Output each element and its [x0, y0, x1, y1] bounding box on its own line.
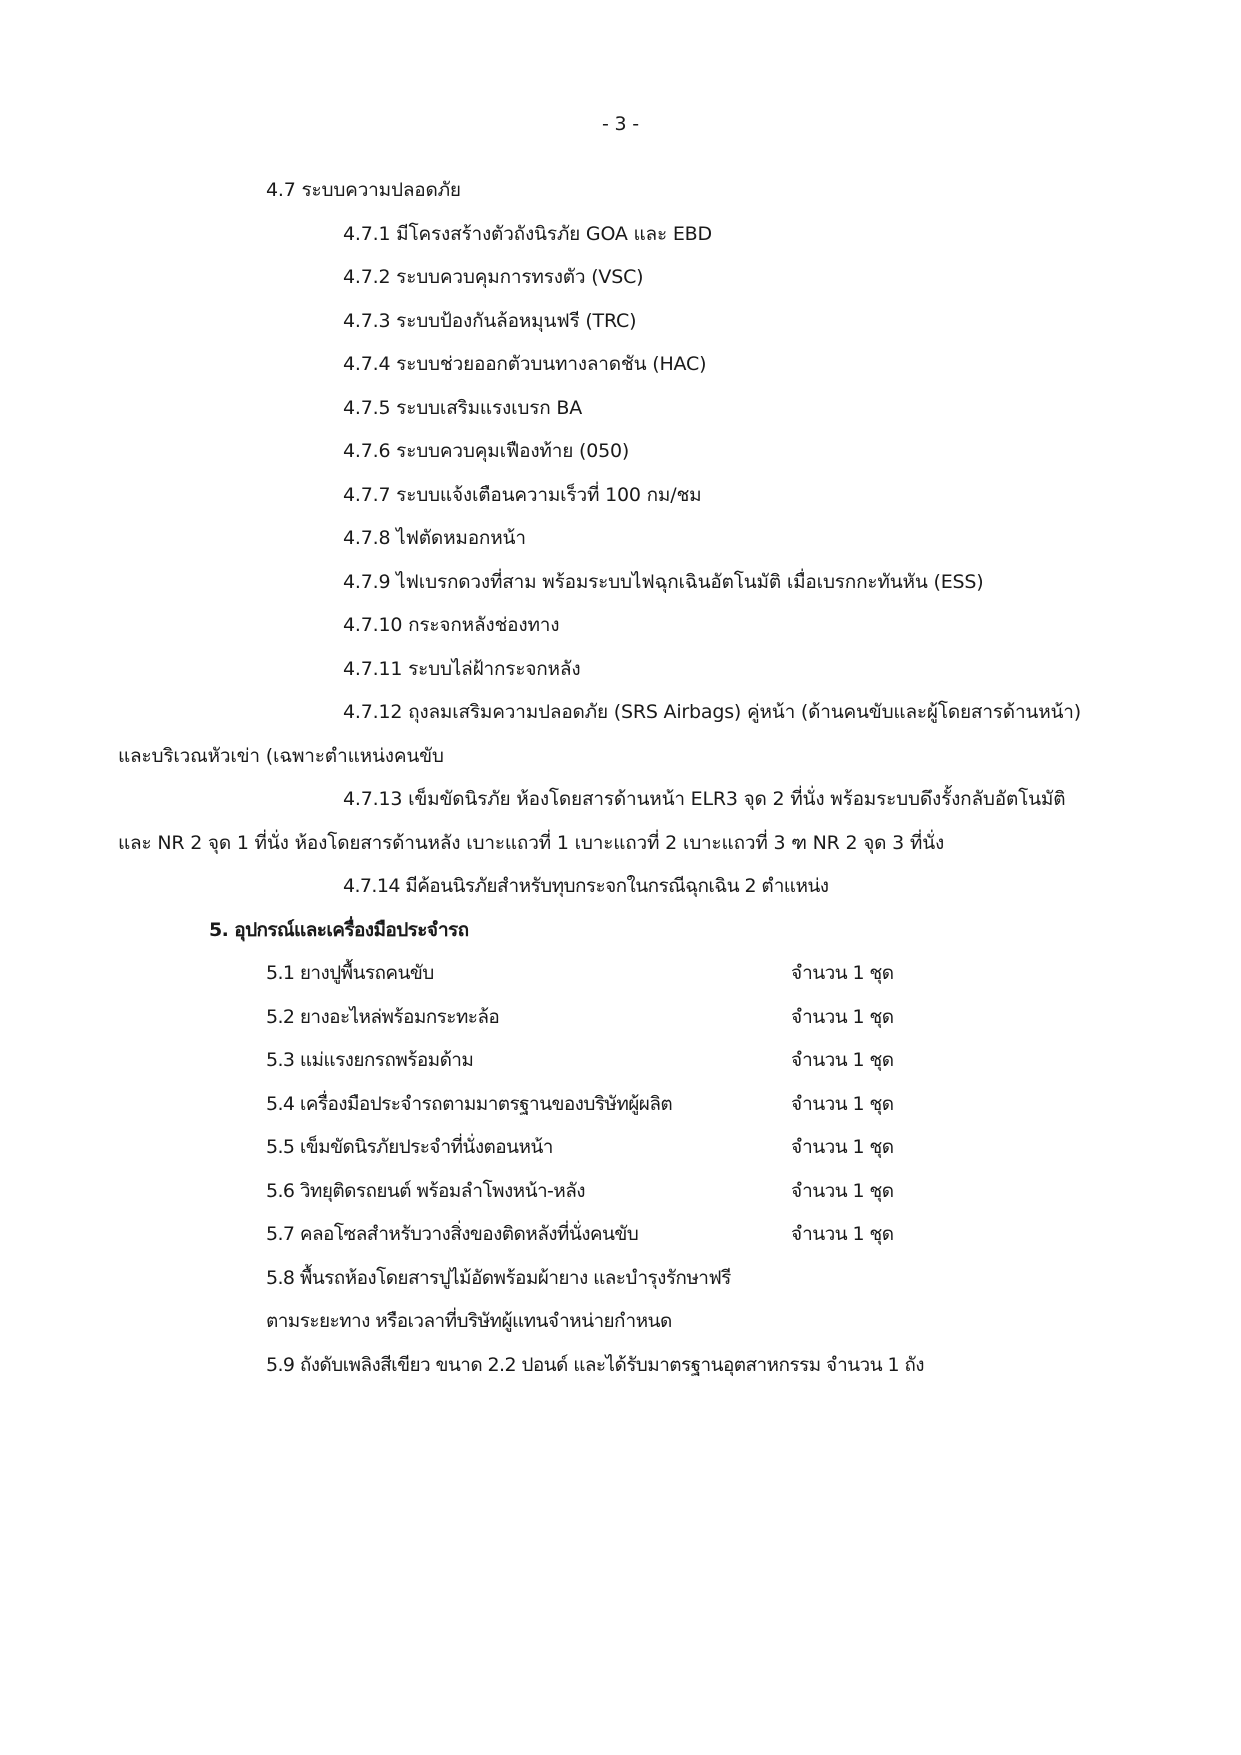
equipment-label: 5.7 คลอโซลสำหรับวางสิ่งของติดหลังที่นั่งคนขับ — [266, 1223, 639, 1245]
equipment-item-5-8-line2: ตามระยะทาง หรือเวลาที่บริษัทผู้แทนจำหน่ายกำหนด — [266, 1310, 672, 1332]
list-item-4-7-12-line2: และบริเวณหัวเข่า (เฉพาะตำแหน่งคนขับ — [118, 745, 444, 767]
equipment-row — [266, 1046, 906, 1074]
list-item: 4.7.1 มีโครงสร้างตัวถังนิรภัย GOA และ EBD — [343, 223, 712, 245]
section-heading-equipment: 5. อุปกรณ์และเครื่องมือประจำรถ — [209, 919, 469, 941]
equipment-label: 5.5 เข็มขัดนิรภัยประจำที่นั่งตอนหน้า — [266, 1136, 553, 1158]
list-item-4-7-13-line2: และ NR 2 จุด 1 ที่นั่ง ห้องโดยสารด้านหลัง เบาะแถวที่ 1 เบาะแถวที่ 2 เบาะแถวที่ 3 ฑ NR 2 จุด 3 ที่นั่ง — [118, 832, 945, 854]
equipment-label: 5.4 เครื่องมือประจำรถตามมาตรฐานของบริษัทผู้ผลิต — [266, 1093, 673, 1115]
equipment-label: 5.3 แม่แรงยกรถพร้อมด้าม — [266, 1049, 474, 1071]
equipment-qty: จำนวน 1 ชุด — [791, 1093, 894, 1115]
list-item: 4.7.7 ระบบแจ้งเตือนความเร็วที่ 100 กม/ชม — [343, 484, 702, 506]
list-item: 4.7.3 ระบบป้องกันล้อหมุนฟรี (TRC) — [343, 310, 637, 332]
equipment-qty: จำนวน 1 ชุด — [791, 1136, 894, 1158]
equipment-row — [266, 1177, 906, 1205]
page-number: - 3 - — [602, 113, 639, 135]
equipment-qty: จำนวน 1 ชุด — [791, 1180, 894, 1202]
equipment-row — [266, 959, 906, 987]
list-item-4-7-14: 4.7.14 มีค้อนนิรภัยสำหรับทุบกระจกในกรณีฉุกเฉิน 2 ตำแหน่ง — [343, 875, 829, 897]
list-item: 4.7.10 กระจกหลังช่องทาง — [343, 614, 560, 636]
equipment-row — [266, 1090, 906, 1118]
equipment-label: 5.6 วิทยุติดรถยนต์ พร้อมลำโพงหน้า-หลัง — [266, 1180, 585, 1202]
equipment-qty: จำนวน 1 ชุด — [791, 962, 894, 984]
equipment-qty: จำนวน 1 ชุด — [791, 1223, 894, 1245]
list-item: 4.7.6 ระบบควบคุมเฟืองท้าย (050) — [343, 440, 630, 462]
equipment-qty: จำนวน 1 ชุด — [791, 1006, 894, 1028]
equipment-label: 5.1 ยางปูพื้นรถคนขับ — [266, 962, 434, 984]
equipment-row — [266, 1003, 906, 1031]
list-item: 4.7.5 ระบบเสริมแรงเบรก BA — [343, 397, 582, 419]
equipment-row — [266, 1220, 906, 1248]
equipment-label: 5.2 ยางอะไหล่พร้อมกระทะล้อ — [266, 1006, 500, 1028]
list-item: 4.7.11 ระบบไล่ฝ้ากระจกหลัง — [343, 658, 581, 680]
list-item: 4.7.8 ไฟตัดหมอกหน้า — [343, 527, 526, 549]
equipment-item-5-9: 5.9 ถังดับเพลิงสีเขียว ขนาด 2.2 ปอนด์ และได้รับมาตรฐานอุตสาหกรรม จำนวน 1 ถัง — [266, 1354, 924, 1376]
list-item: 4.7.2 ระบบควบคุมการทรงตัว (VSC) — [343, 266, 644, 288]
list-item-4-7-13-line1: 4.7.13 เข็มขัดนิรภัย ห้องโดยสารด้านหน้า ELR3 จุด 2 ที่นั่ง พร้อมระบบดึงรั้งกลับอัตโนมัติ — [343, 788, 1066, 810]
list-item-4-7-12-line1: 4.7.12 ถุงลมเสริมความปลอดภัย (SRS Airbags) คู่หน้า (ด้านคนขับและผู้โดยสารด้านหน้า) — [343, 701, 1081, 723]
equipment-row — [266, 1133, 906, 1161]
section-heading-safety: 4.7 ระบบความปลอดภัย — [266, 179, 461, 201]
list-item: 4.7.9 ไฟเบรกดวงที่สาม พร้อมระบบไฟฉุกเฉินอัตโนมัติ เมื่อเบรกกะทันหัน (ESS) — [343, 571, 984, 593]
list-item: 4.7.4 ระบบช่วยออกตัวบนทางลาดชัน (HAC) — [343, 353, 707, 375]
equipment-qty: จำนวน 1 ชุด — [791, 1049, 894, 1071]
equipment-item-5-8-line1: 5.8 พื้นรถห้องโดยสารปูไม้อัดพร้อมผ้ายาง และบำรุงรักษาฟรี — [266, 1267, 731, 1289]
